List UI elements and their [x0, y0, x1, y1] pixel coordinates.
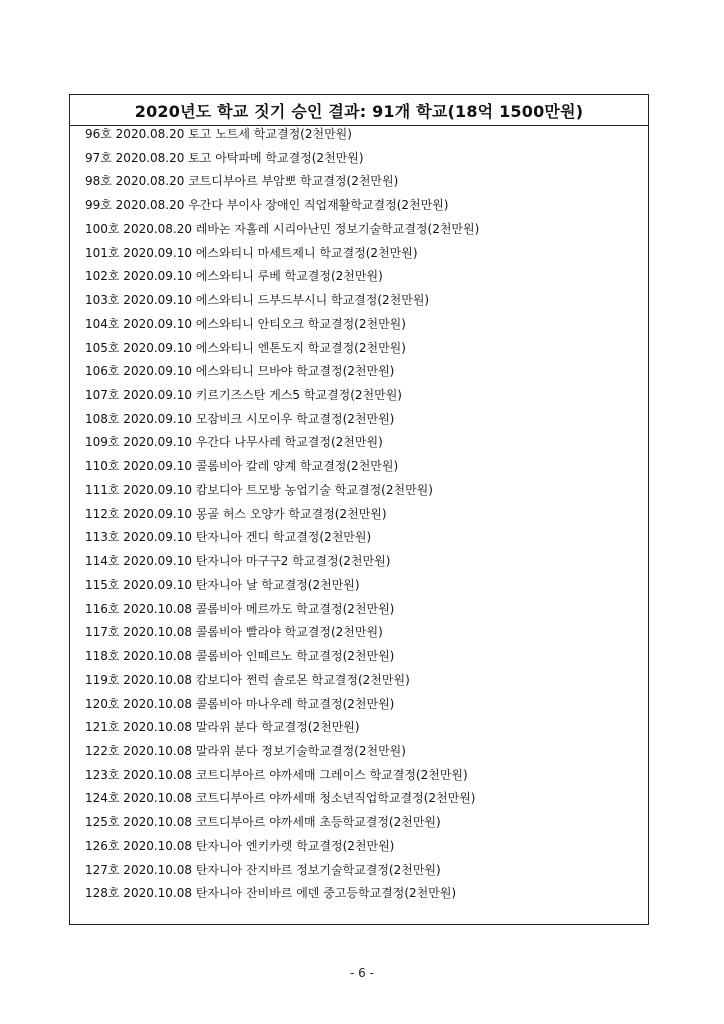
list-item: 101호 2020.09.10 에스와티니 마세트제니 학교결정(2천만원)	[85, 245, 418, 260]
list-item: 104호 2020.09.10 에스와티니 안티오크 학교결정(2천만원)	[85, 316, 406, 331]
list-item: 127호 2020.10.08 탄자니아 잔지바르 정보기술학교결정(2천만원)	[85, 862, 441, 877]
list-item: 125호 2020.10.08 코트디부아르 야까세매 초등학교결정(2천만원)	[85, 815, 441, 830]
list-item: 108호 2020.09.10 모잠비크 시모이우 학교결정(2천만원)	[85, 411, 395, 426]
list-item: 97호 2020.08.20 토고 아탁파메 학교결정(2천만원)	[85, 150, 364, 165]
list-item: 120호 2020.10.08 콜롬비아 마나우레 학교결정(2천만원)	[85, 696, 395, 711]
list-item: 114호 2020.09.10 탄자니아 마구구2 학교결정(2천만원)	[85, 554, 391, 569]
list-item: 115호 2020.09.10 탄자니아 날 학교결정(2천만원)	[85, 577, 360, 592]
table-title: 2020년도 학교 짓기 승인 결과: 91개 학교(18억 1500만원)	[134, 101, 584, 121]
list-item: 123호 2020.10.08 코트디부아르 야까세매 그레이스 학교결정(2천만원)	[85, 767, 468, 782]
list-item: 128호 2020.10.08 탄자니아 잔비바르 에덴 중고등학교결정(2천만원)	[85, 886, 457, 901]
list-item: 112호 2020.09.10 몽골 허스 오양가 학교결정(2천만원)	[85, 506, 387, 521]
list-item: 106호 2020.09.10 에스와티니 므바야 학교결정(2천만원)	[85, 364, 395, 379]
list-item: 102호 2020.09.10 에스와티니 루베 학교결정(2천만원)	[85, 269, 383, 284]
list-item: 107호 2020.09.10 키르기즈스탄 게스5 학교결정(2천만원)	[85, 388, 402, 403]
approval-results-table	[69, 94, 649, 925]
list-item: 98호 2020.08.20 코트디부아르 부암뽀 학교결정(2천만원)	[85, 174, 399, 189]
list-item: 100호 2020.08.20 레바논 자홀레 시리아난민 정보기술학교결정(2천만원)	[85, 221, 480, 236]
list-item: 118호 2020.10.08 콜롬비아 인떼르노 학교결정(2천만원)	[85, 649, 395, 664]
list-item: 126호 2020.10.08 탄자니아 엔키카렛 학교결정(2천만원)	[85, 838, 395, 853]
list-item: 121호 2020.10.08 말라위 분다 학교결정(2천만원)	[85, 720, 360, 735]
list-item: 124호 2020.10.08 코트디부아르 야까세매 청소년직업학교결정(2천만원)	[85, 791, 476, 806]
list-item: 122호 2020.10.08 말라위 분다 정보기술학교결정(2천만원)	[85, 743, 406, 758]
table-header	[70, 95, 648, 126]
list-item: 109호 2020.09.10 우간다 나무사레 학교결정(2천만원)	[85, 435, 383, 450]
list-item: 105호 2020.09.10 에스와티니 엔톤도지 학교결정(2천만원)	[85, 340, 406, 355]
page-number: - 6 -	[350, 966, 374, 980]
list-item: 119호 2020.10.08 캄보디아 쩐럭 솔로몬 학교결정(2천만원)	[85, 672, 410, 687]
list-item: 99호 2020.08.20 우간다 부이사 장애인 직업재활학교결정(2천만원)	[85, 198, 449, 213]
list-item: 111호 2020.09.10 캄보디아 트모방 농업기술 학교결정(2천만원)	[85, 482, 433, 497]
list-item: 116호 2020.10.08 콜롬비아 메르까도 학교결정(2천만원)	[85, 601, 395, 616]
list-item: 96호 2020.08.20 토고 노트세 학교결정(2천만원)	[85, 127, 352, 141]
list-item: 103호 2020.09.10 에스와티니 드부드부시니 학교결정(2천만원)	[85, 293, 430, 308]
list-item: 117호 2020.10.08 콜롬비아 빨라야 학교결정(2천만원)	[85, 625, 383, 640]
list-item: 110호 2020.09.10 콜롬비아 칼레 양계 학교결정(2천만원)	[85, 459, 399, 474]
list-item: 113호 2020.09.10 탄자니아 겐디 학교결정(2천만원)	[85, 530, 372, 545]
